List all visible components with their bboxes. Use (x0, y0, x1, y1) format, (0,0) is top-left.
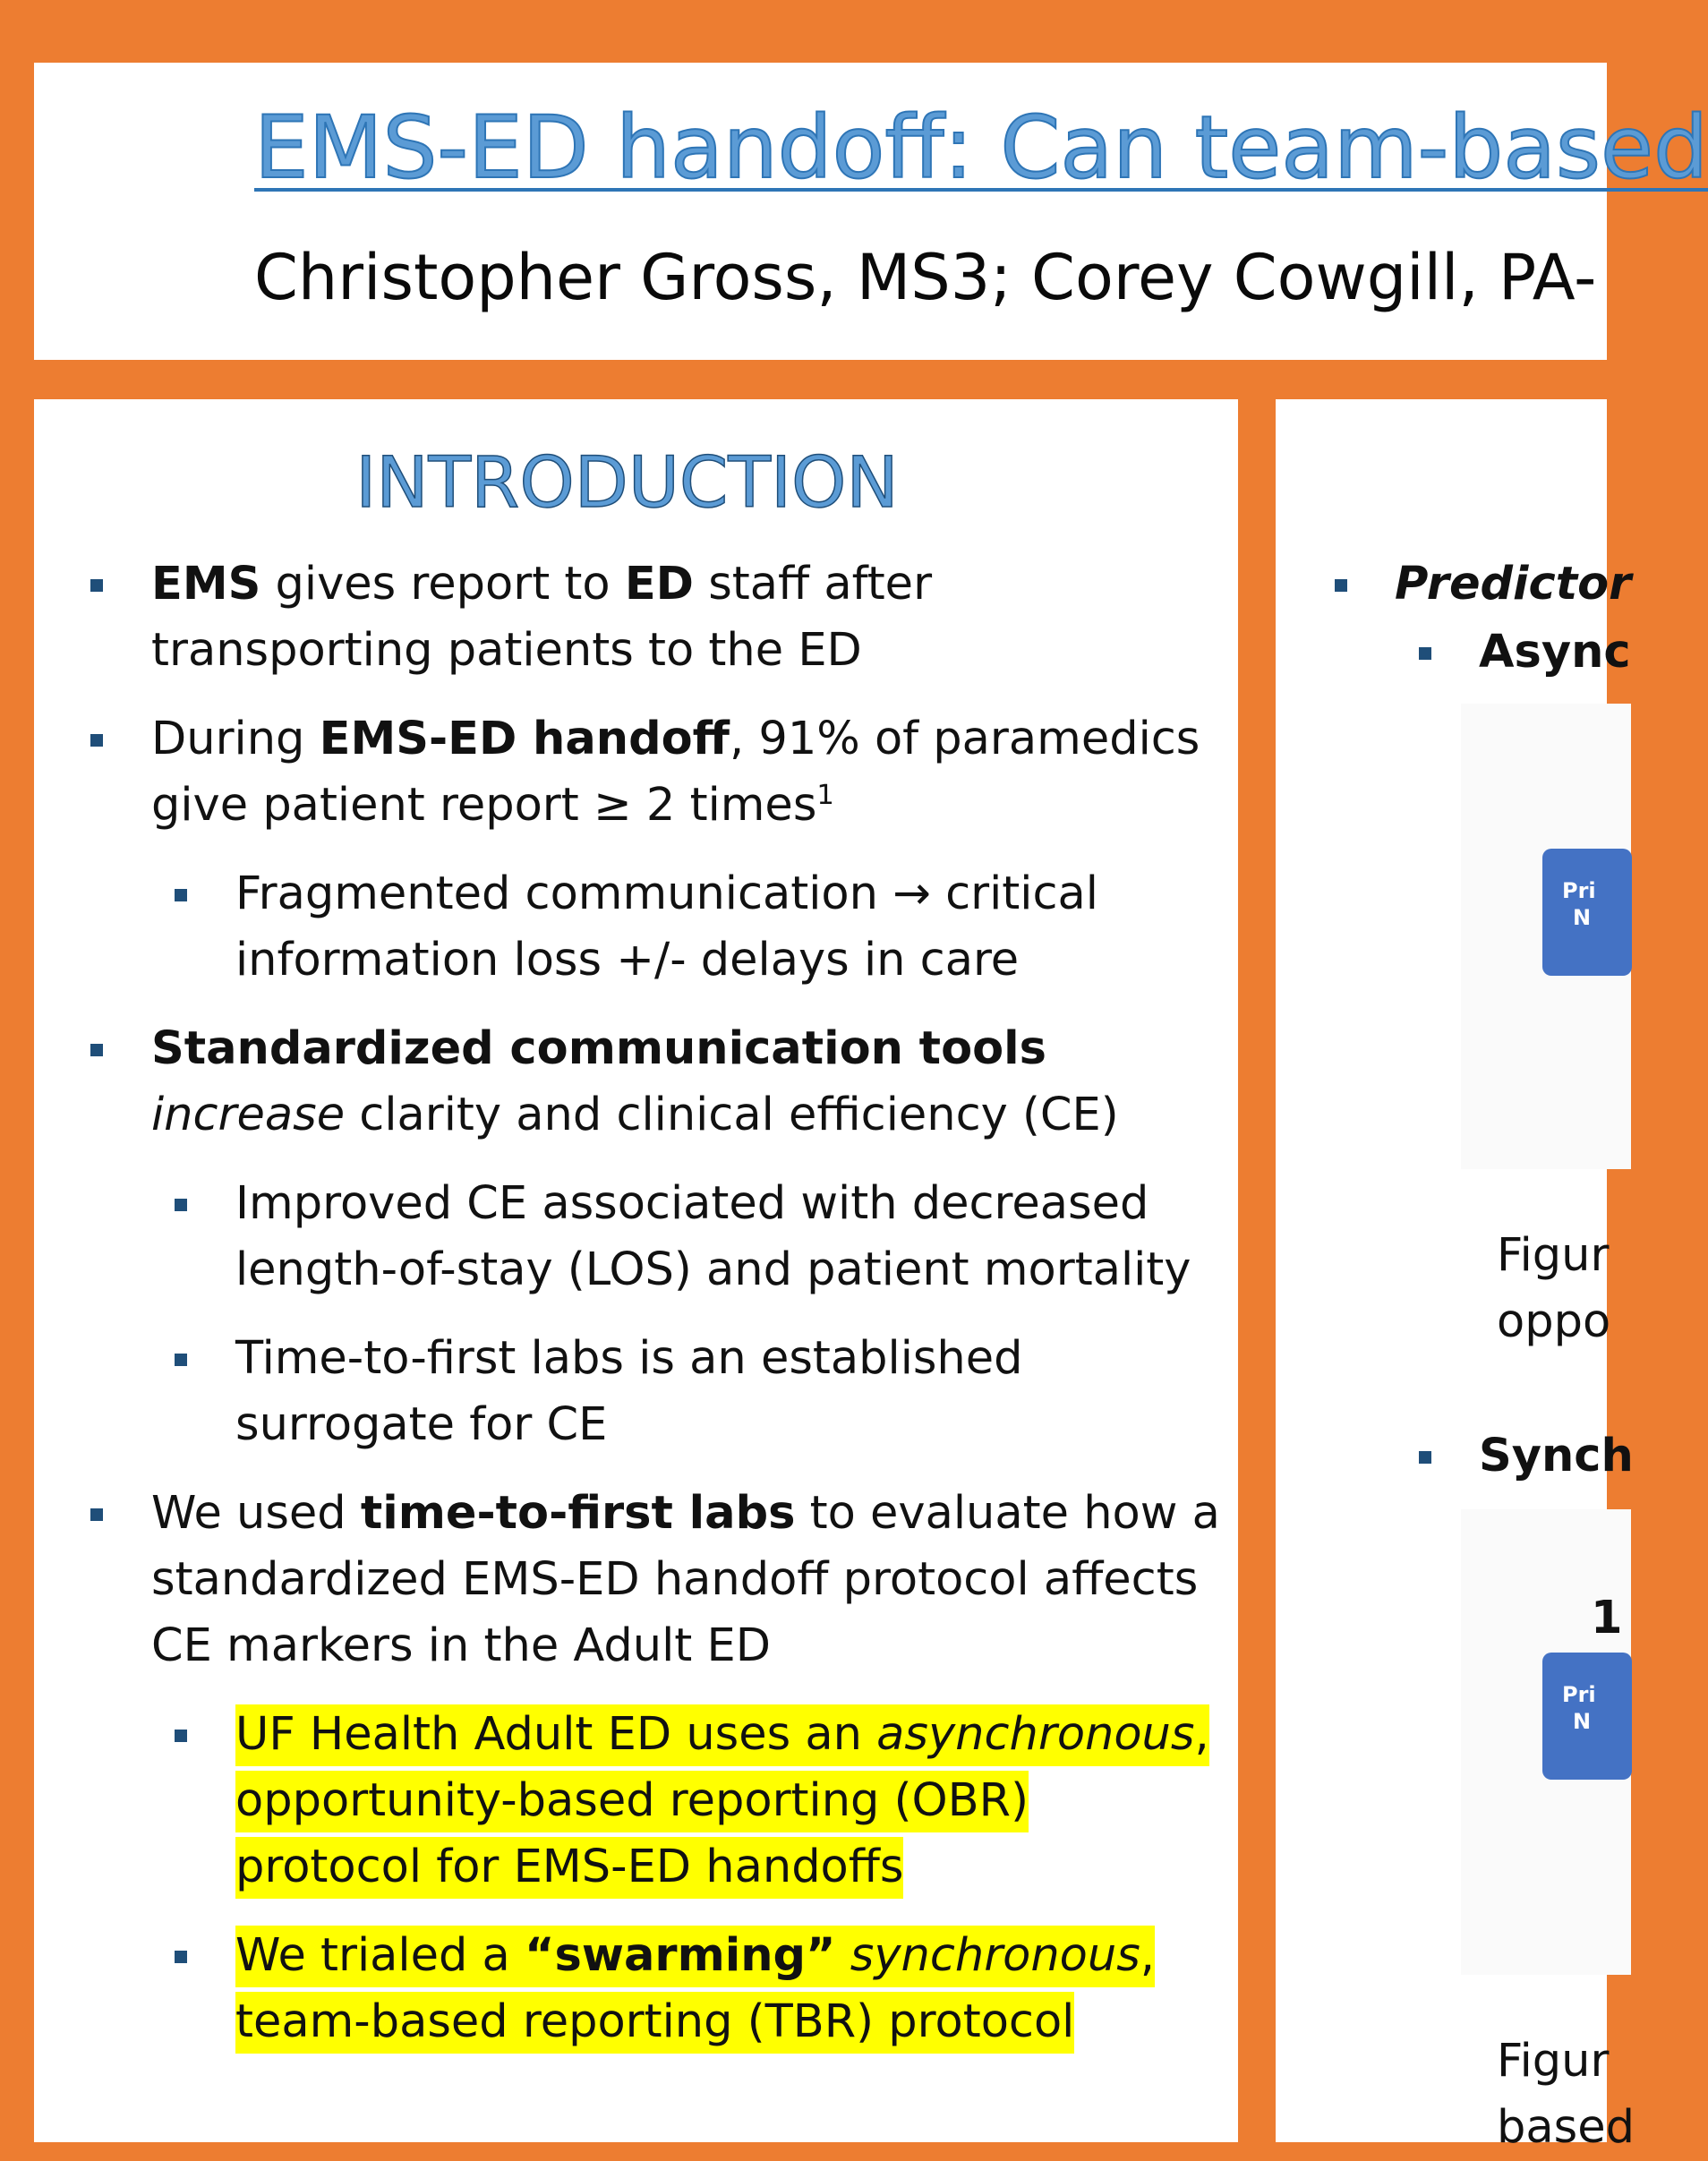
bullet-text (235, 1332, 1023, 1451)
intro-bullet-2 (34, 706, 1238, 839)
highlighted-text (235, 1704, 1209, 1899)
text-run: We used (151, 1487, 361, 1540)
intro-bullet-3 (34, 861, 1238, 994)
introduction-panel (34, 399, 1238, 2142)
figure-1-caption: Figur oppo (1497, 1229, 1611, 1348)
figure-2-caption: Figur based (1497, 2035, 1635, 2154)
text-run: Improved CE associated with decreased length-of-stay (LOS) and patient mortality (235, 1177, 1191, 1296)
text-run: time-to-first labs (360, 1487, 796, 1540)
intro-bullet-7 (34, 1481, 1238, 1679)
text-run: EMS (151, 558, 261, 611)
intro-bullet-6 (34, 1326, 1238, 1458)
bullet-text (151, 1022, 1119, 1141)
intro-bullet-4 (34, 1016, 1238, 1149)
text-run: asynchronous (876, 1708, 1195, 1761)
text-run: UF Health Adult ED uses an (235, 1708, 877, 1761)
intro-bullet-9 (34, 1923, 1238, 2055)
text-run: During (151, 713, 320, 765)
text-run: increase (151, 1089, 346, 1141)
figure-2-step-number: 1 (1591, 1592, 1623, 1644)
predictor-panel (1276, 399, 1635, 2154)
sync-bullet: Synch (1479, 1423, 1634, 1490)
highlighted-text (235, 1926, 1155, 2054)
text-run: to evaluate how a standardized EMS-ED handoff protocol affects CE markers in the Adult ED (151, 1487, 1220, 1672)
bullet-text (151, 1487, 1220, 1672)
text-run: clarity and clinical efficiency (CE) (345, 1089, 1119, 1141)
bullet-text (151, 558, 932, 677)
reference-superscript: 1 (816, 780, 834, 811)
poster-title: EMS-ED handoff: Can team-based (254, 98, 1708, 198)
bullet-text (235, 867, 1098, 987)
text-run: , team-based reporting (TBR) protocol (235, 1929, 1155, 2048)
text-run: Fragmented communication → critical information loss +/- delays in care (235, 867, 1098, 987)
figure-2-node: Pri N (1542, 1653, 1632, 1780)
text-run: “swarming” (525, 1929, 836, 1982)
text-run: EMS-ED handoff (319, 713, 730, 765)
intro-bullet-5 (34, 1171, 1238, 1303)
intro-bullet-1 (34, 551, 1238, 684)
text-run: Standardized communication tools (151, 1022, 1046, 1075)
text-run: , opportunity-based reporting (OBR) protocol for EMS-ED handoffs (235, 1708, 1209, 1893)
bullet-text (235, 1177, 1191, 1296)
text-run: synchronous (850, 1929, 1140, 1982)
text-run: , 91% of paramedics give patient report ≥ 2 times (151, 713, 1200, 832)
text-run: staff after transporting patients to the ED (151, 558, 933, 677)
figure-1-node: Pri N (1542, 849, 1632, 976)
text-run (836, 1929, 850, 1982)
poster-header (34, 63, 1708, 360)
section-heading-introduction: INTRODUCTION (355, 443, 899, 524)
bullet-text (151, 713, 1200, 832)
intro-bullet-8 (34, 1702, 1238, 1900)
poster-authors: Christopher Gross, MS3; Corey Cowgill, PA- (254, 241, 1597, 314)
text-run: Time-to-first labs is an established surrogate for CE (235, 1332, 1023, 1451)
text-run: ED (624, 558, 694, 611)
introduction-bullet-list (34, 551, 1238, 2078)
async-bullet: Async (1479, 619, 1631, 686)
text-run: gives report to (260, 558, 625, 611)
text-run: We trialed a (235, 1929, 525, 1982)
predictor-bullet: Predictor (1395, 551, 1631, 618)
